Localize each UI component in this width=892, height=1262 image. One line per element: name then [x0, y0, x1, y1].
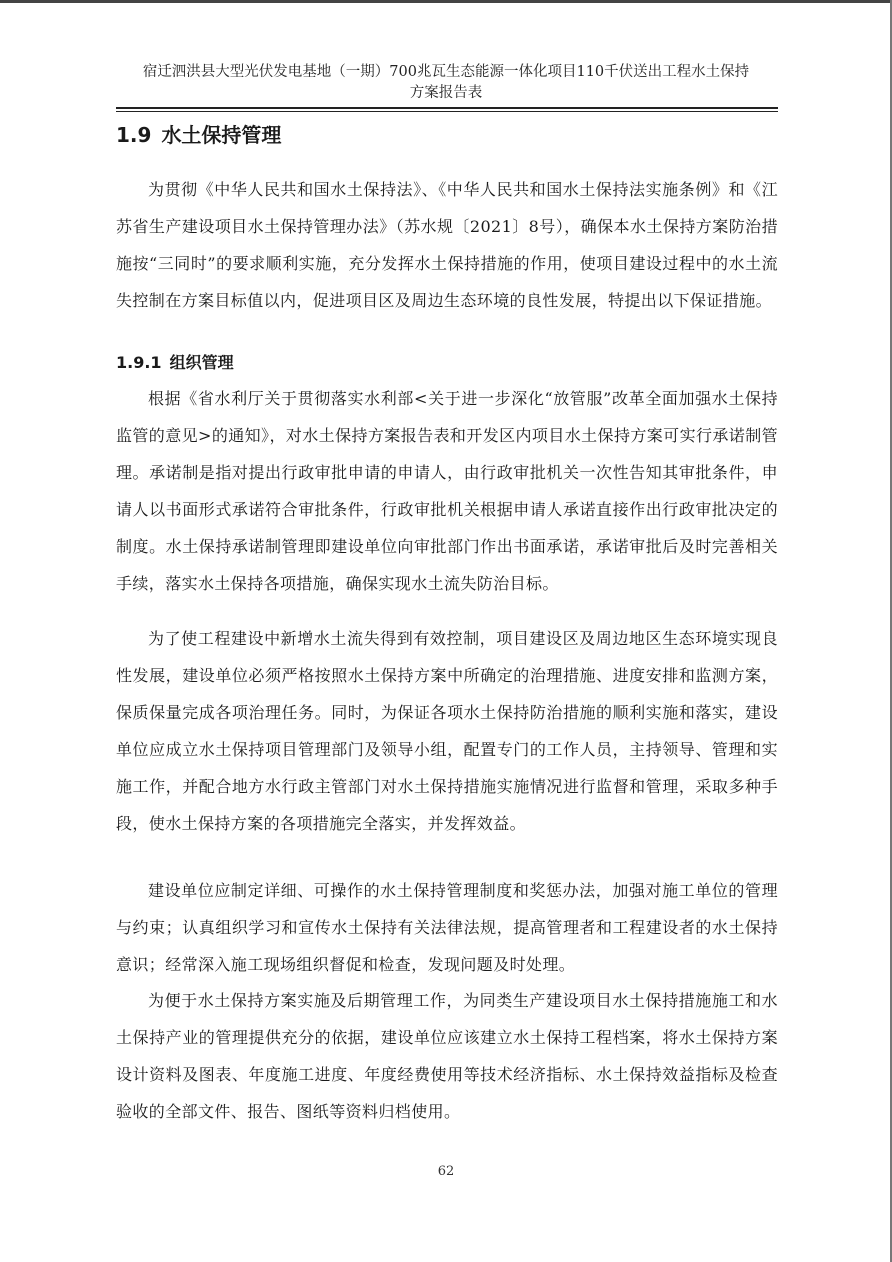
section-intro-paragraph: 为贯彻《中华人民共和国水土保持法》、《中华人民共和国水土保持法实施条例》和《江苏省生产建设项目水土保持管理办法》（苏水规〔2021〕8号），确保本水土保持方案防治措施按“三同时”的要求顺利实施，充分发挥水土保持措施的作用，使项目建设过程中的水土流失控制在方案目标值以内，促进项目区及周边生态环境的良性发展，特提出以下保证措施。: [116, 180, 778, 310]
body-paragraph: 建设单位应制定详细、可操作的水土保持管理制度和奖惩办法，加强对施工单位的管理与约束；认真组织学习和宣传水土保持有关法律法规，提高管理者和工程建设者的水土保持意识；经常深入施工现场组织督促和检查，发现问题及时处理。: [116, 881, 778, 974]
body-paragraph: 为便于水土保持方案实施及后期管理工作，为同类生产建设项目水土保持措施施工和水土保持产业的管理提供充分的依据，建设单位应该建立水土保持工程档案，将水土保持方案设计资料及图表、年度施工进度、年度经费使用等技术经济指标、水土保持效益指标及检查验收的全部文件、报告、图纸等资料归档使用。: [116, 991, 778, 1121]
body-paragraph: 根据《省水利厅关于贯彻落实水利部<关于进一步深化“放管服”改革全面加强水土保持监管的意见>的通知》，对水土保持方案报告表和开发区内项目水土保持方案可实行承诺制管理。承诺制是指对提出行政审批申请的申请人，由行政审批机关一次性告知其审批条件，申请人以书面形式承诺符合审批条件，行政审批机关根据申请人承诺直接作出行政审批决定的制度。水土保持承诺制管理即建设单位向审批部门作出书面承诺，承诺审批后及时完善相关手续，落实水土保持各项措施，确保实现水土流失防治目标。: [116, 389, 778, 593]
section-title: 水土保持管理: [161, 123, 282, 147]
body-paragraph: 为了使工程建设中新增水土流失得到有效控制，项目建设区及周边地区生态环境实现良性发展，建设单位必须严格按照水土保持方案中所确定的治理措施、进度安排和监测方案，保质保量完成各项治理任务。同时，为保证各项水土保持防治措施的顺利实施和落实，建设单位应成立水土保持项目管理部门及领导小组，配置专门的工作人员，主持领导、管理和实施工作，并配合地方水行政主管部门对水土保持措施实施情况进行监督和管理，采取多种手段，使水土保持方案的各项措施完全落实，并发挥效益。: [116, 629, 778, 833]
page-number: 62: [437, 1164, 455, 1179]
subsection-heading: [116, 350, 234, 376]
header-rule-thick: [116, 107, 778, 109]
page-top-border: [0, 0, 892, 3]
section-number: 1.9: [116, 123, 152, 147]
section-heading: [116, 120, 281, 150]
header-rule-thin: [116, 111, 778, 112]
running-header: [116, 62, 776, 104]
subsection-number: 1.9.1: [116, 353, 162, 372]
header-title-line-2: 方案报告表: [409, 85, 483, 101]
header-title-line-1: 宿迁泗洪县大型光伏发电基地（一期）700兆瓦生态能源一体化项目110千伏送出工程水土保持: [142, 64, 750, 80]
subsection-title: 组织管理: [169, 353, 234, 372]
